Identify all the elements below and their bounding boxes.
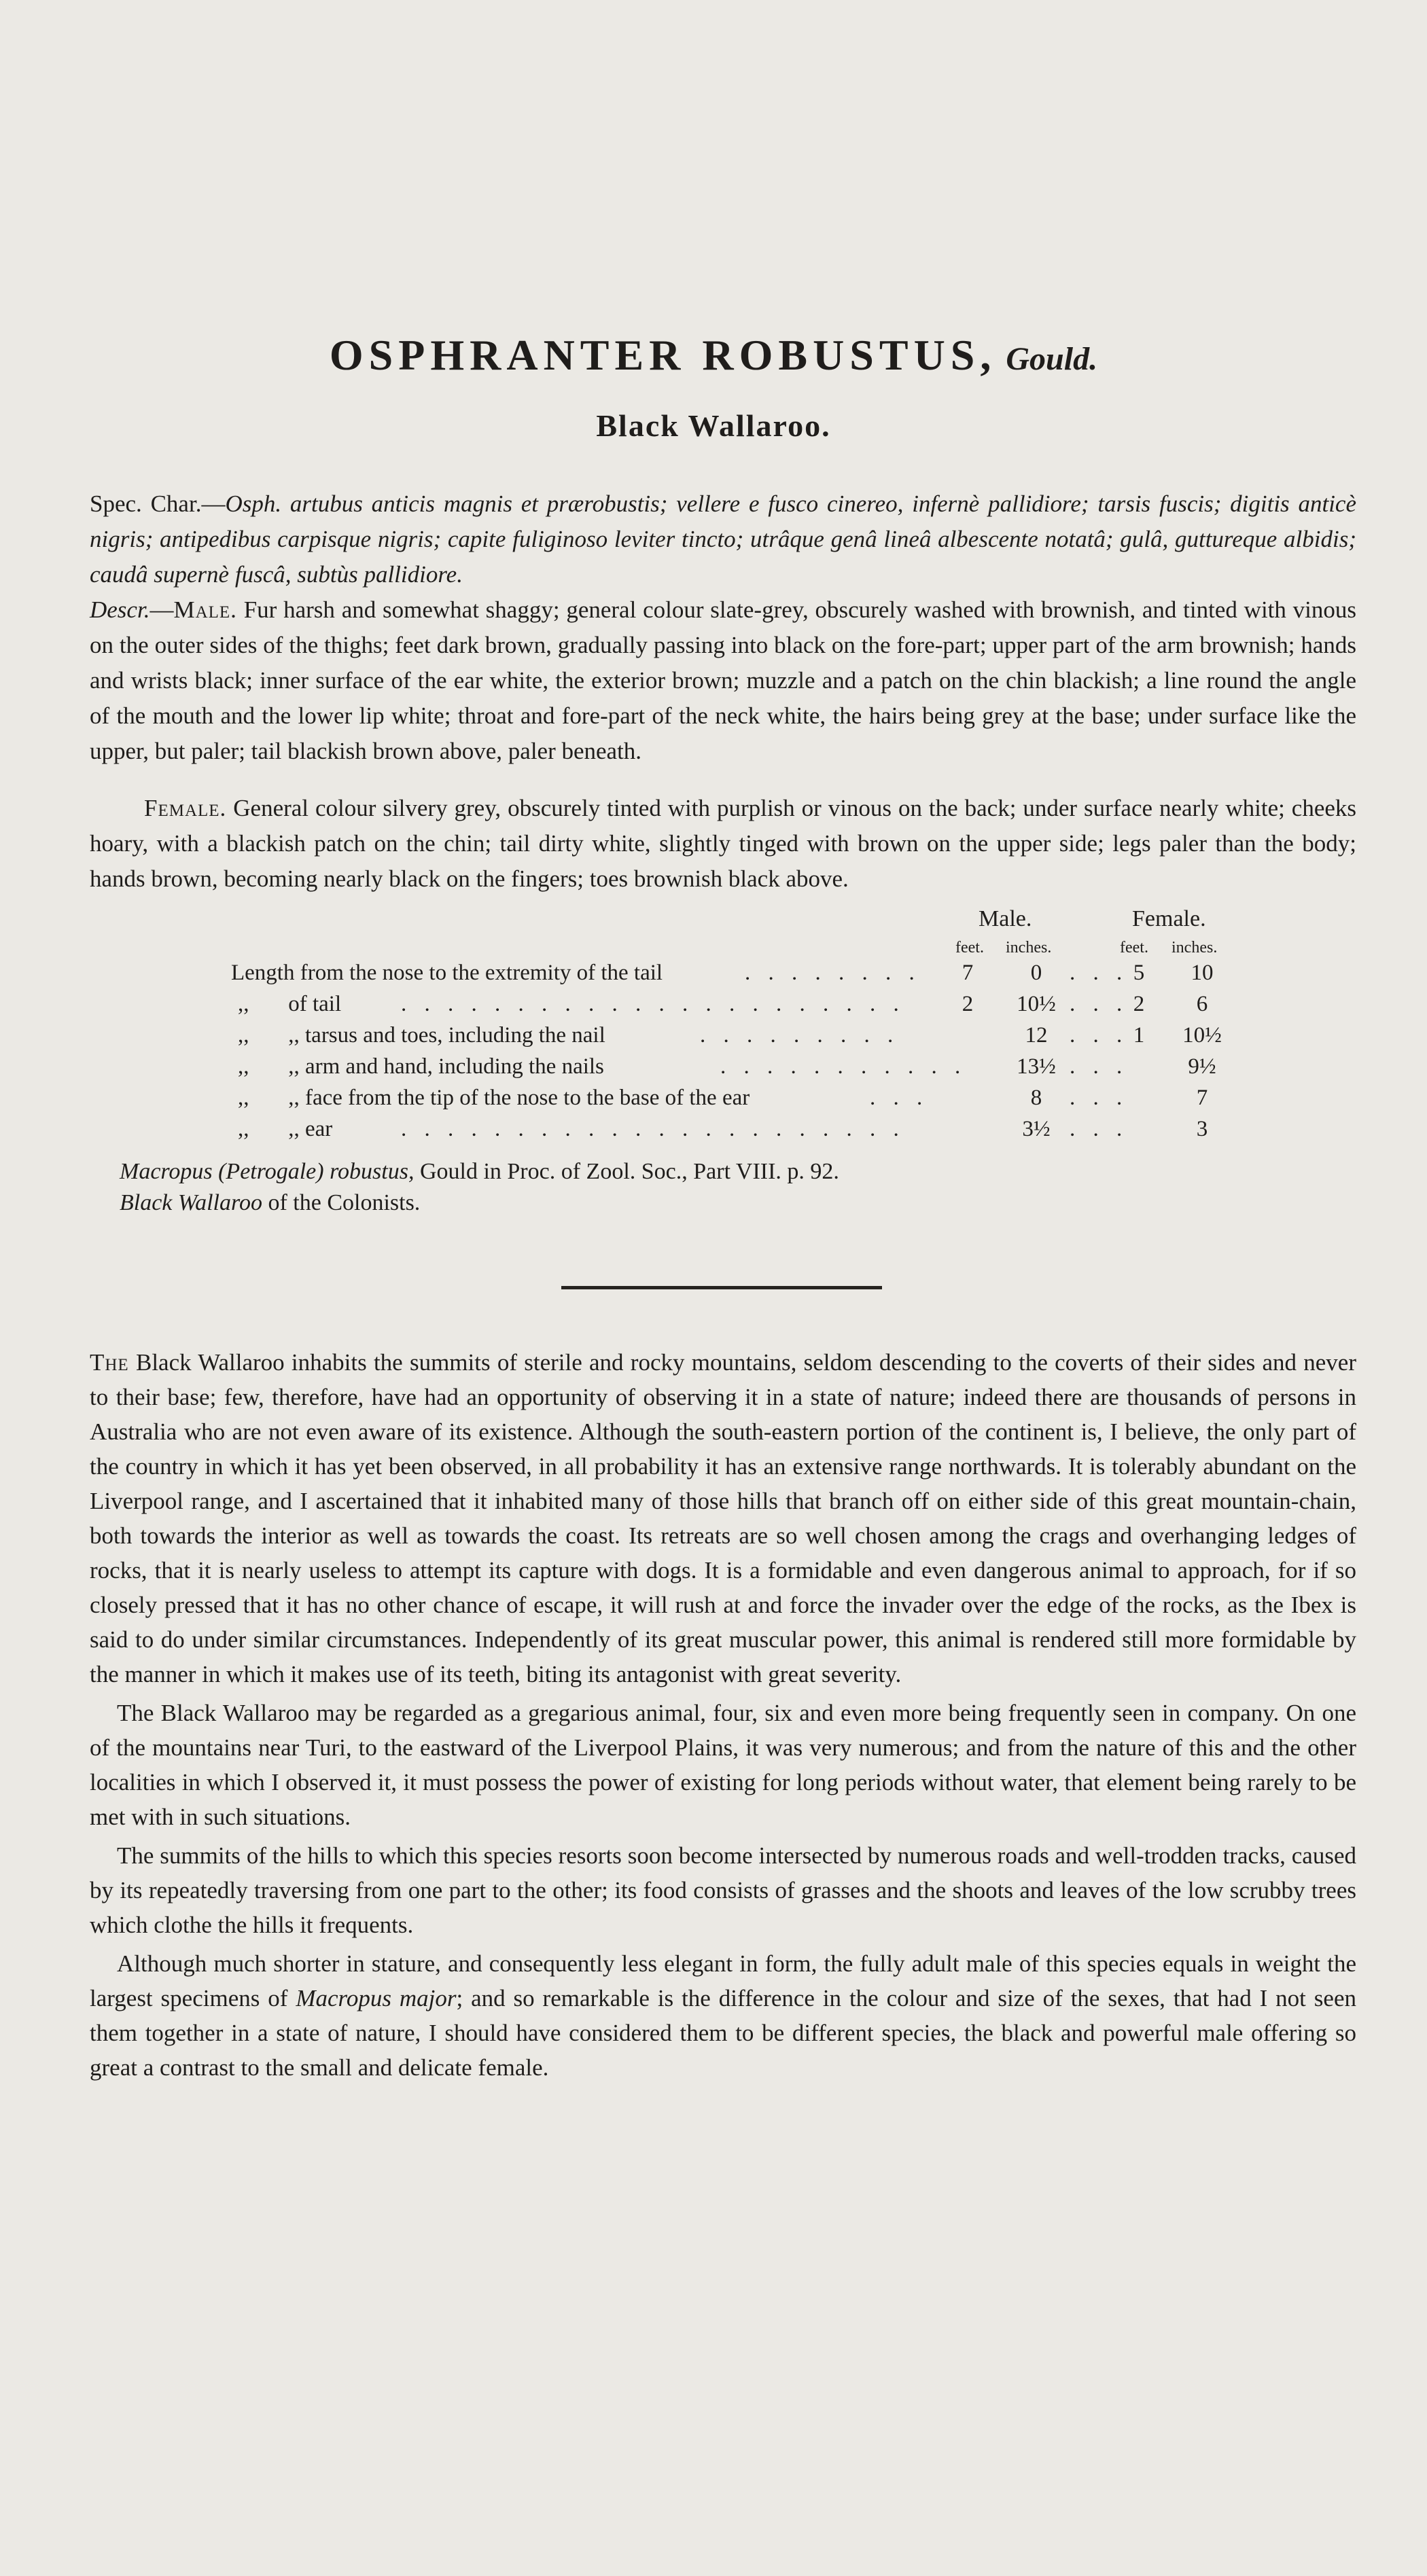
page-title (0, 330, 1427, 380)
male-text: Fur harsh and somewhat shaggy; general colour slate-grey, obscurely washed with brownish, and tinted with vinous on the outer sides of the thighs; feet dark brown, gradually passing into black on the fore-part; upper part of the arm brownish; hands and wrists black; inner surface of the ear white, the exterior brown; muzzle and a patch on the chin blackish; a line round the angle of the mouth and the lower lip white; throat and fore-part of the neck white, the hairs being grey at the base; under surface like the upper, but paler; tail blackish brown above, paler beneath. (90, 596, 1357, 764)
column-separator-dots: . . . (1070, 961, 1129, 985)
measurement-label: ,, of tail (238, 992, 342, 1016)
reference-2-italic: Black Wallaroo (120, 1190, 262, 1215)
measurement-leader-dots: . . . . . . . . . (700, 1023, 900, 1048)
female-inches-header: inches. (1171, 939, 1218, 956)
reference-1-italic: Macropus (Petrogale) robustus, (120, 1159, 415, 1184)
male-description (90, 592, 1356, 769)
measurement-label: ,, ,, tarsus and toes, including the nail (238, 1023, 605, 1048)
spec-char-label: Spec. Char. (90, 490, 202, 517)
reference-1-roman: Gould in Proc. of Zool. Soc., Part VIII. p. 92. (414, 1159, 839, 1184)
scientific-name: OSPHRANTER ROBUSTUS, (329, 331, 997, 379)
descr-dash: — (149, 596, 174, 623)
male-inches-value: 12 (1025, 1023, 1048, 1048)
column-separator-dots: . . . (1070, 1023, 1129, 1048)
female-inches-value: 10 (1191, 961, 1214, 985)
measurement-leader-dots: . . . . . . . . (745, 961, 921, 985)
column-separator-dots: . . . (1070, 992, 1129, 1016)
female-feet-header: feet. (1120, 939, 1148, 956)
female-inches-value: 7 (1196, 1086, 1208, 1110)
measurement-label: Length from the nose to the extremity of the tail (231, 961, 663, 985)
body-paragraph-4-species: Macropus major (296, 1985, 457, 2011)
male-feet-value: 2 (962, 992, 974, 1016)
male-inches-value: 10½ (1017, 992, 1056, 1016)
male-feet-header: feet. (955, 939, 984, 956)
body-paragraph-4 (90, 1946, 1356, 2085)
column-separator-dots: . . . (1070, 1117, 1129, 1141)
author-name: Gould. (1006, 341, 1098, 377)
body-lead-word: The (90, 1349, 129, 1376)
male-inches-value: 8 (1030, 1086, 1042, 1110)
measurement-leader-dots: . . . . . . . . . . . . . . . . . . . . . . (401, 1117, 905, 1141)
female-feet-value: 2 (1133, 992, 1145, 1016)
common-name: Black Wallaroo. (596, 408, 831, 443)
measurement-leader-dots: . . . . . . . . . . . . . . . . . . . . . . (401, 992, 905, 1016)
measurement-leader-dots: . . . . . . . . . . . (720, 1054, 967, 1079)
spec-char-text: Osph. artubus anticis magnis et prærobustis; vellere e fusco cinereo, infernè pallidiore; tarsis fuscis; digitis anticè nigris; antipedibus carpisque nigris; capite fuliginoso leviter tincto; utrâque genâ lineâ albescente notatâ; gulâ, guttureque albidis; caudâ supernè fuscâ, subtùs pallidiore. (90, 490, 1356, 588)
body-paragraph-1-text: Black Wallaroo inhabits the summits of sterile and rocky mountains, seldom descending to the coverts of their sides and never to their base; few, therefore, have had an opportunity of observing it in a state of nature; indeed there are thousands of persons in Australia who are not even aware of its existence. Although the south-eastern portion of the continent is, I believe, the only part of the country in which it has yet been observed, in all probability it has an extensive range northwards. It is tolerably abundant on the Liverpool range, and I ascertained that it inhabited many of those hills that branch off on either side of this great mountain-chain, both towards the interior as well as towards the coast. Its retreats are so well chosen among the crags and overhanging ledges of rocks, that it is nearly useless to attempt its capture with dogs. It is a formidable and even dangerous animal to approach, for if so closely pressed that it has no other chance of escape, it will rush at and force the invader over the edge of the rocks, as the Ibex is said to do under similar circumstances. Independently of its great muscular power, this animal is rendered still more formidable by the manner in which it makes use of its teeth, biting its antagonist with great severity. (90, 1349, 1356, 1687)
reference-2-roman: of the Colonists. (262, 1190, 421, 1215)
body-paragraph-1 (90, 1345, 1356, 1692)
female-inches-value: 9½ (1188, 1054, 1216, 1079)
female-feet-value: 5 (1133, 961, 1145, 985)
male-feet-value: 7 (962, 961, 974, 985)
measurement-label: ,, ,, arm and hand, including the nails (238, 1054, 604, 1079)
reference-2 (120, 1190, 420, 1216)
measurement-label: ,, ,, face from the tip of the nose to the base of the ear (238, 1086, 750, 1110)
body-paragraph-4-a: Although much shorter in stature, and consequently less elegant in form, the fully adult male of this species equals in weight the largest specimens of (90, 1950, 1356, 2011)
male-label: Male. (173, 596, 237, 623)
body-paragraph-2: The Black Wallaroo may be regarded as a gregarious animal, four, six and even more being frequently seen in company. On one of the mountains near Turi, to the eastward of the Liverpool Plains, it was very numerous; and from the nature of this and the other localities in which I observed it, it must possess the power of existing for long periods without water, that element being rarely to be met with in such situations. (90, 1700, 1356, 1830)
section-divider (561, 1286, 882, 1289)
male-inches-value: 0 (1030, 961, 1042, 985)
spec-char-dash: — (201, 490, 226, 517)
female-description (90, 791, 1356, 897)
female-feet-value: 1 (1133, 1023, 1145, 1048)
measurement-leader-dots: . . . (870, 1086, 929, 1110)
column-separator-dots: . . . (1070, 1054, 1129, 1079)
female-inches-value: 3 (1196, 1117, 1208, 1141)
male-inches-value: 3½ (1022, 1117, 1051, 1141)
male-inches-header: inches. (1006, 939, 1052, 956)
female-column-header: Female. (1132, 906, 1206, 931)
body-text (90, 1345, 1356, 2085)
body-paragraph-4-b: ; and so remarkable is the difference in the colour and size of the sexes, that had I not seen them together in a state of nature, I should have considered them to be different species, the black and powerful male offering so great a contrast to the small and delicate female. (90, 1985, 1356, 2081)
female-inches-value: 10½ (1182, 1023, 1222, 1048)
male-inches-value: 13½ (1017, 1054, 1056, 1079)
female-text: General colour silvery grey, obscurely tinted with purplish or vinous on the back; under surface nearly white; cheeks hoary, with a blackish patch on the chin; tail dirty white, slightly tinged with brown on the upper side; legs paler than the body; hands brown, becoming nearly black on the fingers; toes brownish black above. (90, 795, 1357, 892)
body-paragraph-3: The summits of the hills to which this species resorts soon become intersected by numerous roads and well-trodden tracks, caused by its repeatedly traversing from one part to the other; its food consists of grasses and the shoots and leaves of the low scrubby trees which clothe the hills it frequents. (90, 1842, 1356, 1938)
column-separator-dots: . . . (1070, 1086, 1129, 1110)
descr-label: Descr. (90, 596, 150, 623)
specific-characters (90, 486, 1356, 592)
measurement-label: ,, ,, ear (238, 1117, 333, 1141)
reference-1 (120, 1159, 839, 1185)
female-label: Female. (144, 795, 227, 821)
male-column-header: Male. (979, 906, 1032, 931)
female-inches-value: 6 (1196, 992, 1208, 1016)
